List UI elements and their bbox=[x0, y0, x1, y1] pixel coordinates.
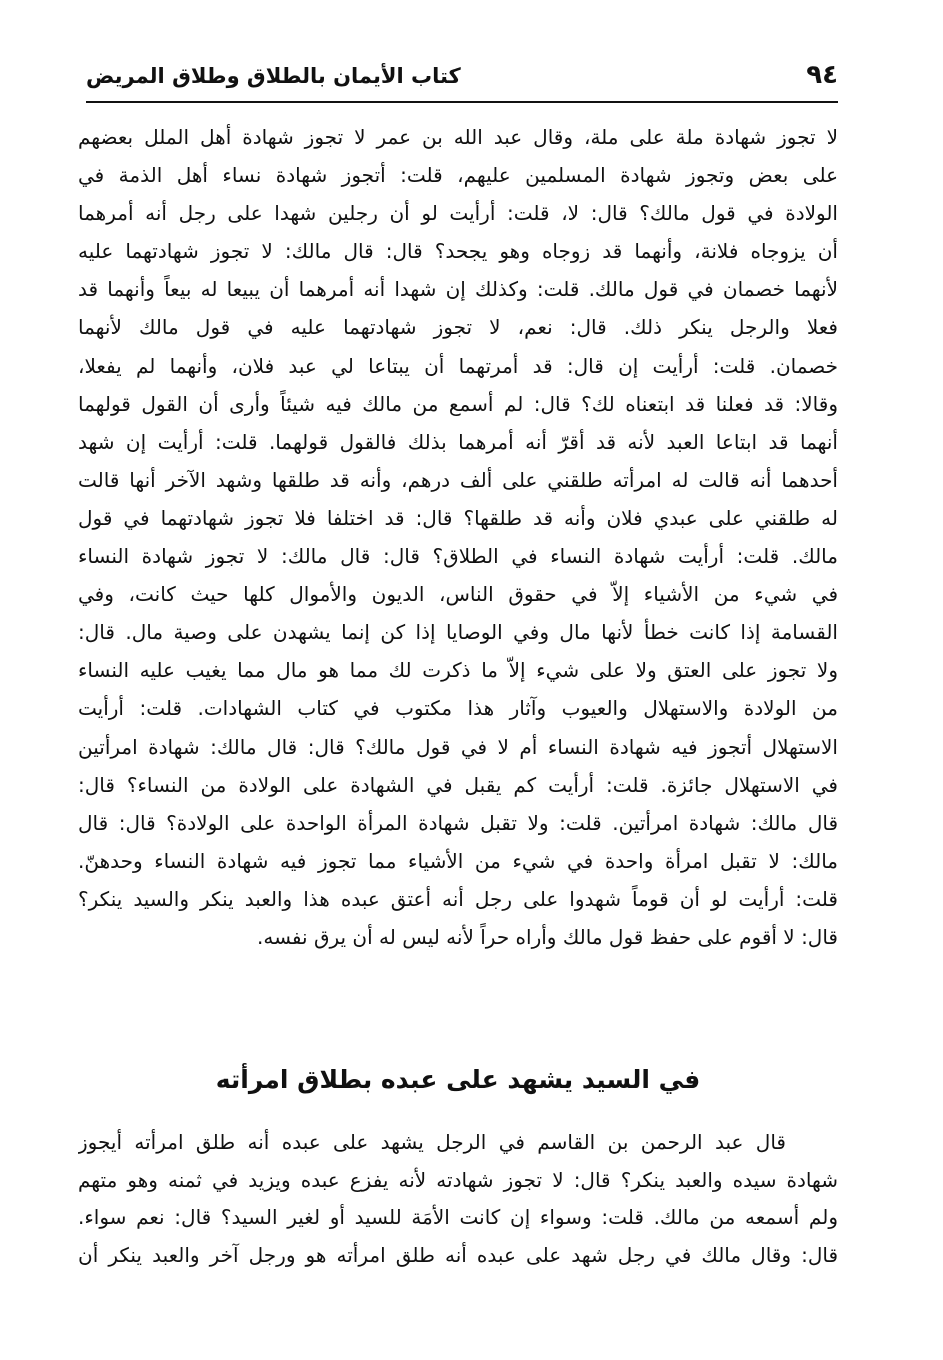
text-line: أحدهما أنه قالت له امرأته طلقني على ألف درهم، وأنه قد طلقها وشهد الآخر أنها قالت bbox=[78, 467, 838, 492]
text-line: الولادة في قول مالك؟ قال: لا، قلت: أرأيت لو أن رجلين شهدا على رجل أنه أمرهما bbox=[78, 201, 838, 226]
text-line: القسامة إذا كانت خطأ لأنها مال وفي الوصايا إذا كن إنما يشهدن على وصية مال. قال: bbox=[78, 620, 838, 645]
text-line: في شيء من الأشياء إلاّ في حقوق الناس، الديون والأموال كلها حيث كانت، وفي bbox=[78, 582, 838, 607]
text-line: قال: وقال مالك في رجل شهد على عبده أنه طلق امرأته هو ورجل آخر والعبد ينكر أن bbox=[78, 1242, 838, 1267]
section-heading: في السيد يشهد على عبده بطلاق امرأته bbox=[215, 1065, 701, 1094]
running-title: كتاب الأيمان بالطلاق وطلاق المريض bbox=[86, 64, 461, 88]
text-line: أن يزوجاه فلانة، وأنهما قد زوجاه وهو يجحد؟ قال: قال مالك: لا تجوز شهادتهما عليه bbox=[78, 239, 838, 264]
page-number: ٩٤ bbox=[806, 60, 838, 90]
text-line: لا تجوز شهادة ملة على ملة، وقال عبد الله بن عمر لا تجوز شهادة أهل الملل بعضهم bbox=[78, 125, 838, 149]
text-line: أنهما قد ابتاعا العبد لأنه قد أقرّ أنه أمرهما بذلك فالقول قولهما. قلت: أرأيت إن شهد bbox=[78, 429, 838, 454]
text-line: قلت: أرأيت لو أن قوماً شهدوا على رجل أنه أعتق عبده هذا والعبد ينكر والسيد ينكر؟ bbox=[78, 886, 838, 911]
text-line: في الاستهلال جائزة. قلت: أرأيت كم يقبل في الشهادة على الولادة من النساء؟ قال: bbox=[78, 772, 838, 797]
main-text-block bbox=[78, 118, 838, 956]
text-line: له طلقني على عبدي فلان وأنه قد طلقها؟ قال: قد اختلفا فلا تجوز شهادتهما في قول bbox=[78, 505, 838, 530]
text-line: الاستهلال أتجوز فيه شهادة النساء أم لا في قول مالك؟ قال: قال مالك: شهادة امرأتين bbox=[78, 734, 838, 759]
text-line: ولا تجوز على العتق ولا على شيء إلاّ ما ذكرت لك مما هو مال مما يغيب عليه النساء bbox=[78, 658, 838, 683]
text-line: فعلا والرجل ينكر ذلك. قال: نعم، لا تجوز شهادتهما عليه في قول مالك لأنهما bbox=[78, 315, 838, 340]
text-line: وقالا: قد فعلنا قد ابتعناه لك؟ قال: لم أسمع من مالك فيه شيئاً وأرى أن القول قولهما bbox=[78, 391, 838, 416]
text-line: قال عبد الرحمن بن القاسم في الرجل يشهد على عبده أنه طلق امرأته أيجوز bbox=[78, 1130, 786, 1154]
text-line: قال مالك: شهادة امرأتين. قلت: ولا تقبل شهادة المرأة الواحدة على الولادة؟ قال: قال bbox=[78, 810, 838, 835]
text-line: على بعض وتجوز شهادة المسلمين عليهم، قلت: أتجوز شهادة نساء أهل الذمة في bbox=[78, 163, 838, 188]
header-rule bbox=[86, 101, 838, 103]
text-line: لأنهما خصمان في قول مالك. قلت: وكذلك إن شهدا أنه أمرهما أن يبيعا له بيعاً وأنهما قد bbox=[78, 277, 838, 302]
text-line: شهادة سيده والعبد ينكر؟ قال: لا تجوز شهادته لأنه يفزع عبده ويزيد في ثمنه وهو متهم bbox=[78, 1167, 838, 1192]
text-line: ولم أسمعه من مالك. قلت: وسواء إن كانت الأمَة للسيد أو لغير السيد؟ قال: نعم سواء. bbox=[78, 1205, 838, 1229]
text-line: من الولادة والاستهلال والعيوب وآثار هذا مكتوب في كتاب الشهادات. قلت: أرأيت bbox=[78, 696, 838, 721]
page-header bbox=[86, 54, 838, 100]
text-line: مالك: لا تقبل امرأة واحدة في شيء من الأشياء مما تجوز فيه شهادة النساء وحدهنّ. bbox=[78, 848, 838, 873]
text-line: خصمان. قلت: أرأيت إن قال: قد أمرتهما أن يبتاعا لي عبد فلان، وأنهما لم يفعلا، bbox=[78, 353, 838, 378]
section-text-block bbox=[78, 1124, 838, 1274]
text-line: قال: لا أقوم على حفظ قول مالك وأراه حراً لأنه ليس له أن يرق نفسه. bbox=[256, 924, 838, 949]
text-line: مالك. قلت: أرأيت شهادة النساء في الطلاق؟ قال: قال مالك: لا تجوز شهادة النساء bbox=[78, 544, 838, 569]
